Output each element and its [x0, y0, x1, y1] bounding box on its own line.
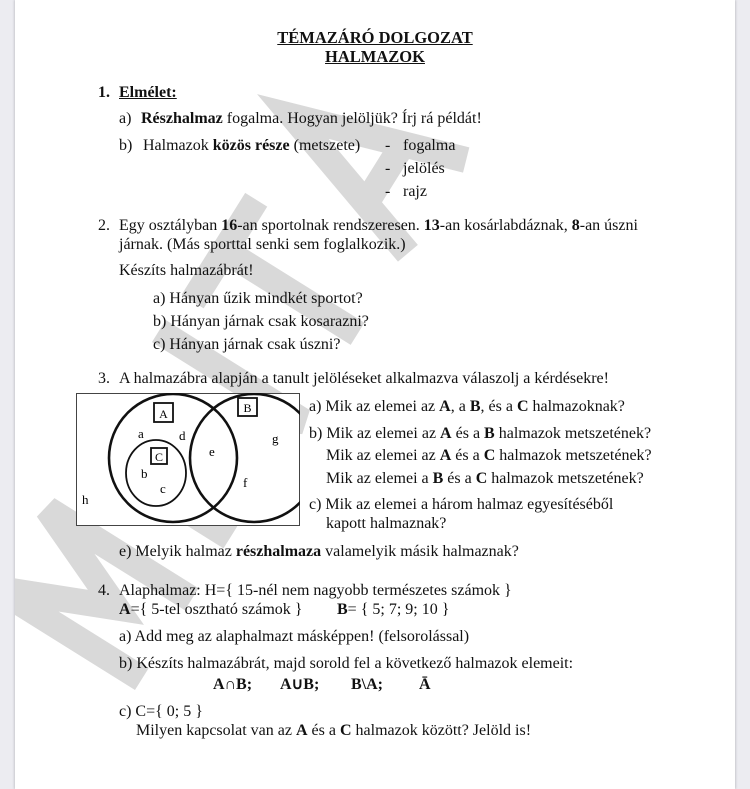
q1-a-text: Részhalmaz fogalma. Hogyan jelöljük? Írj rá példát! [141, 110, 482, 127]
element-c: c [160, 481, 166, 496]
q4-set-a: A={ 5-tel osztható számok } [119, 601, 303, 618]
q1-b-dash-3: - [385, 183, 391, 200]
q4-c1: c) C={ 0; 5 } [119, 703, 203, 720]
q2-sub-c: c) Hányan járnak csak úszni? [153, 336, 341, 353]
q3-b3: Mik az elemei a B és a C halmazok metszetének? [326, 470, 644, 487]
q1-b-bullet-1: fogalma [403, 137, 456, 154]
q3-b2: Mik az elemei az A és a C halmazok metszetének? [326, 447, 652, 464]
q1-b-bullet-3: rajz [403, 183, 427, 200]
element-g: g [272, 431, 279, 446]
q4-set-b: B= { 5; 7; 9; 10 } [337, 601, 450, 618]
q4-op-intersection: A∩B; [213, 676, 253, 693]
q3-a: a) Mik az elemei az A, a B, és a C halmazoknak? [309, 398, 625, 415]
q4-number: 4. [98, 582, 110, 599]
set-b-label: B [243, 401, 252, 415]
document-page [15, 0, 735, 789]
q1-b-text: Halmazok közös része (metszete) [143, 137, 361, 154]
q4-line1: Alaphalmaz: H={ 15-nél nem nagyobb természetes számok } [119, 582, 512, 599]
venn-diagram [76, 393, 300, 527]
element-b: b [141, 466, 148, 481]
q4-op-union: A∪B; [280, 676, 320, 693]
q4-b: b) Készíts halmazábrát, majd sorold fel a következő halmazok elemeit: [119, 655, 574, 672]
q1-a-label: a) [119, 110, 132, 127]
q3-c2: kapott halmaznak? [326, 515, 447, 532]
q1-b-label: b) [119, 137, 133, 154]
q3-number: 3. [98, 370, 110, 387]
q1-b-dash-2: - [385, 160, 391, 177]
document-title: TÉMAZÁRÓ DOLGOZAT [277, 28, 473, 47]
q3-b1: b) Mik az elemei az A és a B halmazok metszetének? [309, 425, 652, 442]
q4-op-complement: Ā [419, 676, 431, 693]
document-subtitle: HALMAZOK [325, 47, 425, 66]
q3-intro: A halmazábra alapján a tanult jelöléseket alkalmazva válaszolj a kérdésekre! [119, 370, 609, 387]
set-c-label: C [154, 450, 164, 464]
element-e: e [209, 444, 215, 459]
element-f: f [243, 475, 248, 490]
element-h: h [82, 492, 89, 507]
q1-number: 1. [98, 84, 110, 101]
q4-op-difference: B\A; [351, 676, 383, 693]
q2-sub-a: a) Hányan űzik mindkét sportot? [153, 290, 363, 307]
element-d: d [179, 428, 186, 443]
q2-sub-b: b) Hányan járnak csak kosarazni? [153, 313, 369, 330]
q2-line2: járnak. (Más sporttal senki sem foglalkozik.) [119, 236, 406, 253]
q3-c1: c) Mik az elemei a három halmaz egyesítéséből [309, 496, 614, 513]
q4-a: a) Add meg az alaphalmazt másképpen! (felsorolással) [119, 628, 470, 645]
q2-instruction: Készíts halmazábrát! [119, 262, 254, 279]
set-a-label: A [159, 407, 168, 421]
q4-c2: Milyen kapcsolat van az A és a C halmazok között? Jelöld is! [136, 722, 532, 739]
q2-number: 2. [98, 217, 110, 234]
q1-title: Elmélet: [119, 84, 177, 101]
q2-line1: Egy osztályban 16-an sportolnak rendszeresen. 13-an kosárlabdáznak, 8-an úszni [119, 217, 638, 234]
q1-b-bullet-2: jelölés [403, 160, 445, 177]
q3-e: e) Melyik halmaz részhalmaza valamelyik másik halmaznak? [119, 543, 519, 560]
q1-b-dash-1: - [385, 137, 391, 154]
element-a: a [138, 426, 144, 441]
